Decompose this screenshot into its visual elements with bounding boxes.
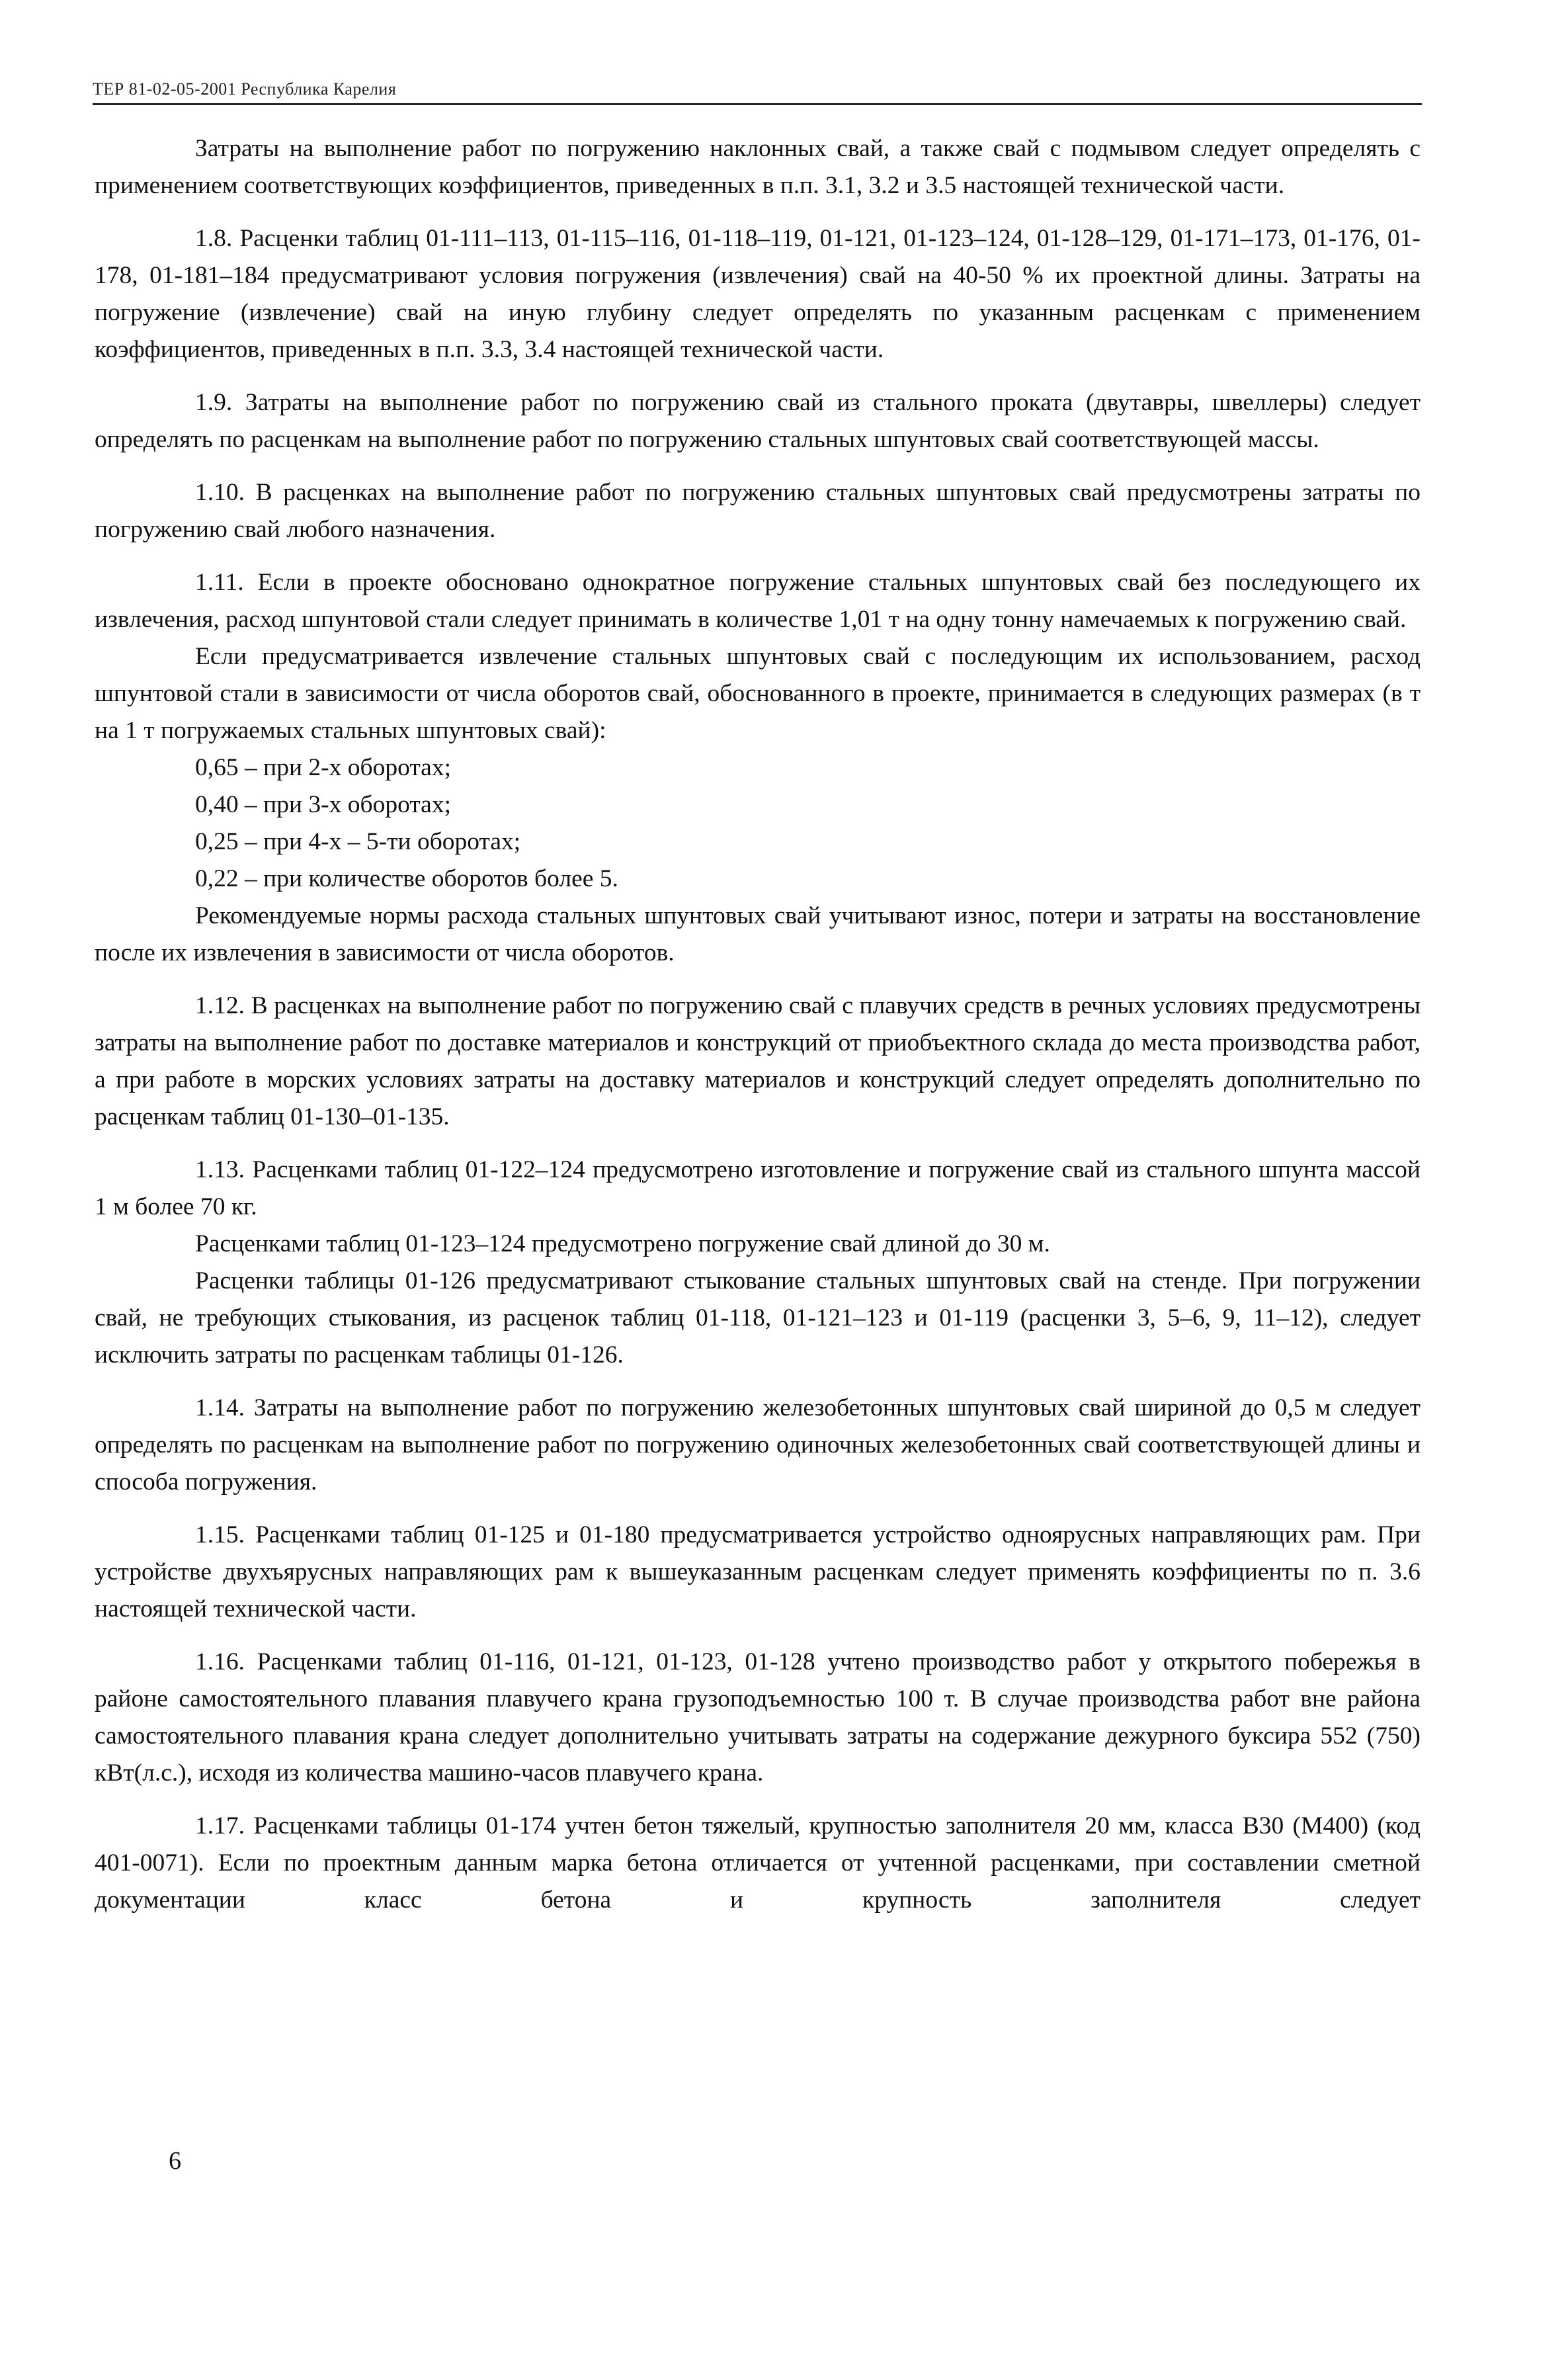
page-header xyxy=(93,73,1422,105)
list-item: 0,22 – при количестве оборотов более 5. xyxy=(195,865,618,892)
paragraph-1-11: 1.11. Если в проекте обосновано однократное погружение стальных шпунтовых свай без последующего их извлечения, расход шпунтовой стали следует принимать в количестве 1,01 т на одну тонну намечаемых к погружению свай. xyxy=(95,569,1421,633)
turnover-rate-list xyxy=(95,749,1421,898)
list-item: 0,25 – при 4-х – 5-ти оборотах; xyxy=(195,828,521,855)
list-item: 0,40 – при 3-х оборотах; xyxy=(195,791,451,818)
paragraph-1-12: 1.12. В расценках на выполнение работ по погружению свай с плавучих средств в речных условиях предусмотрены затраты на выполнение работ по доставке материалов и конструкций от приобъектного склада до места производства работ, а при работе в морских условиях затраты на доставку материалов и конструкций следует определять дополнительно по расценкам таблиц 01-130–01-135. xyxy=(95,992,1421,1130)
paragraph-1-16: 1.16. Расценками таблиц 01-116, 01-121, 01-123, 01-128 учтено производство работ у открытого побережья в районе самостоятельного плавания плавучего крана грузоподъемностью 100 т. В случае производства работ вне района самостоятельного плавания крана следует дополнительно учитывать затраты на содержание дежурного буксира 552 (750) кВт(л.с.), исходя из количества машино-часов плавучего крана. xyxy=(95,1648,1421,1787)
page-number: 6 xyxy=(169,2147,181,2175)
paragraph-1-13: 1.13. Расценками таблиц 01-122–124 предусмотрено изготовление и погружение свай из стального шпунта массой 1 м более 70 кг. xyxy=(95,1156,1421,1220)
paragraph-1-10: 1.10. В расценках на выполнение работ по погружению стальных шпунтовых свай предусмотрены затраты по погружению свай любого назначения. xyxy=(95,479,1421,543)
list-item: 0,65 – при 2-х оборотах; xyxy=(195,754,451,781)
document-body xyxy=(95,130,1421,1919)
paragraph-1-13-length: Расценками таблиц 01-123–124 предусмотрено погружение свай длиной до 30 м. xyxy=(195,1230,1050,1257)
document-code: ТЕР 81-02-05-2001 Республика Карелия xyxy=(93,79,397,99)
paragraph-1-9: 1.9. Затраты на выполнение работ по погружению свай из стального проката (двутавры, швеллеры) следует определять по расценкам на выполнение работ по погружению стальных шпунтовых свай соответствующей массы. xyxy=(95,389,1421,453)
paragraph-recommended-norms: Рекомендуемые нормы расхода стальных шпунтовых свай учитывают износ, потери и затраты на восстановление после их извлечения в зависимости от числа оборотов. xyxy=(95,902,1421,966)
paragraph-1-17: 1.17. Расценками таблицы 01-174 учтен бетон тяжелый, крупностью заполнителя 20 мм, класса В30 (М400) (код 401-0071). Если по проектным данным марка бетона отличается от учтенной расценками, при составлении сметной документации класс бетона и крупность заполнителя следует xyxy=(95,1812,1421,1914)
paragraph-1-14: 1.14. Затраты на выполнение работ по погружению железобетонных шпунтовых свай шириной до 0,5 м следует определять по расценкам на выполнение работ по погружению одиночных железобетонных свай соответствующей длины и способа погружения. xyxy=(95,1394,1421,1496)
paragraph-1-8: 1.8. Расценки таблиц 01-111–113, 01-115–116, 01-118–119, 01-121, 01-123–124, 01-128–129, 01-171–173, 01-176, 01-178, 01-181–184 предусматривают условия погружения (извлечения) свай на 40-50 % их проектной длины. Затраты на погружение (извлечение) свай на иную глубину следует определять по указанным расценкам с применением коэффициентов, приведенных в п.п. 3.3, 3.4 настоящей технической части. xyxy=(95,225,1421,363)
paragraph-1-11-reuse: Если предусматривается извлечение стальных шпунтовых свай с последующим их использованием, расход шпунтовой стали в зависимости от числа оборотов свай, обоснованного в проекте, принимается в следующих размерах (в т на 1 т погружаемых стальных шпунтовых свай): xyxy=(95,643,1421,744)
paragraph-piles-coefficients: Затраты на выполнение работ по погружению наклонных свай, а также свай с подмывом следует определять с применением соответствующих коэффициентов, приведенных в п.п. 3.1, 3.2 и 3.5 настоящей технической части. xyxy=(95,135,1421,199)
paragraph-1-15: 1.15. Расценками таблиц 01-125 и 01-180 предусматривается устройство одноярусных направляющих рам. При устройстве двухъярусных направляющих рам к вышеуказанным расценкам следует применять коэффициенты по п. 3.6 настоящей технической части. xyxy=(95,1521,1421,1623)
paragraph-1-13-splicing: Расценки таблицы 01-126 предусматривают стыкование стальных шпунтовых свай на стенде. При погружении свай, не требующих стыкования, из расценок таблиц 01-118, 01-121–123 и 01-119 (расценки 3, 5–6, 9, 11–12), следует исключить затраты по расценкам таблицы 01-126. xyxy=(95,1267,1421,1369)
